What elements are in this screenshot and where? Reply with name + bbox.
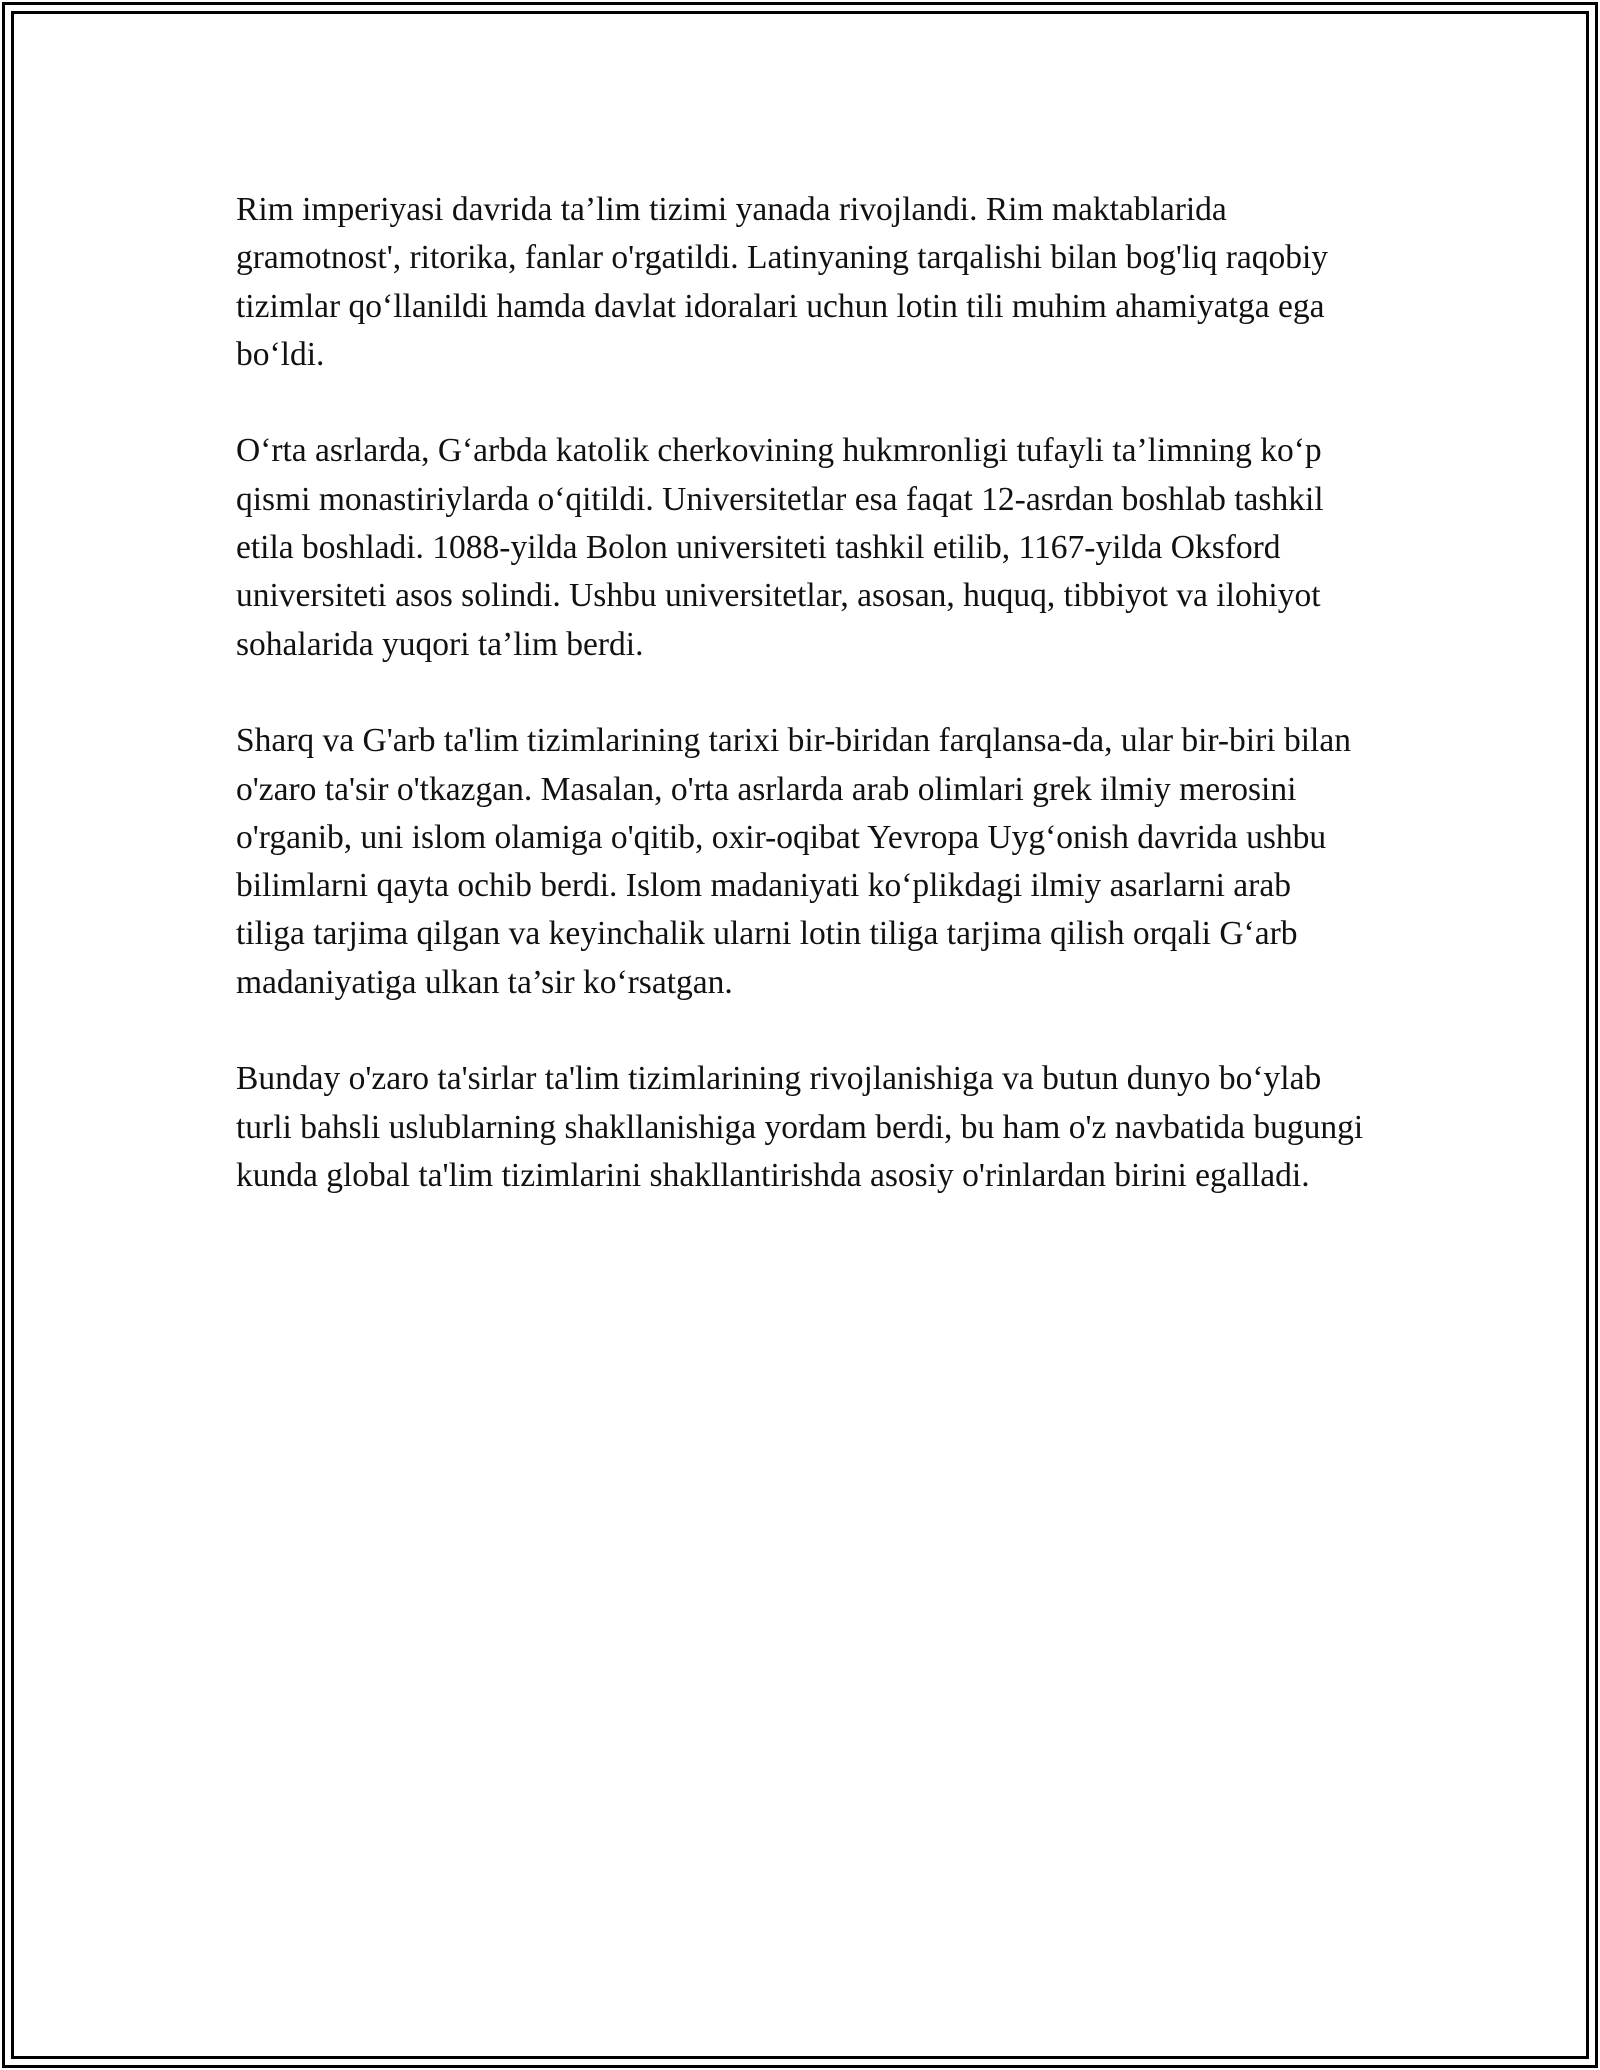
paragraph-middle-ages-universities: O‘rta asrlarda, G‘arbda katolik cherkovining hukmronligi tufayli ta’limning ko‘p qismi monastiriylarda o‘qitildi. Universitetlar esa faqat 12-asrdan boshlab tashkil etila boshladi. 1088-yilda Bolon universiteti tashkil etilib, 1167-yilda Oksford universiteti asos solindi. Ushbu universitetlar, asosan, huquq, tibbiyot va ilohiyot sohalarida yuqori ta’lim berdi. [236,432,1324,663]
document-body [236,186,1366,1249]
paragraph-rome-education: Rim imperiyasi davrida ta’lim tizimi yanada rivojlandi. Rim maktablarida gramotnost', ritorika, fanlar o'rgatildi. Latinyaning tarqalishi bilan bog'liq raqobiy tizimlar qo‘llanildi hamda davlat idoralari uchun lotin tili muhim ahamiyatga ega bo‘ldi. [236,191,1329,373]
paragraph-global-influence: Bunday o'zaro ta'sirlar ta'lim tizimlarining rivojlanishiga va butun dunyo bo‘ylab turli bahsli uslublarning shakllanishiga yordam berdi, bu ham o'z navbatida bugungi kunda global ta'lim tizimlarini shakllantirishda asosiy o'rinlardan birini egalladi. [236,1060,1364,1194]
paragraph-east-west-interaction: Sharq va G'arb ta'lim tizimlarining tarixi bir-biridan farqlansa-da, ular bir-biri bilan o'zaro ta'sir o'tkazgan. Masalan, o'rta asrlarda arab olimlari grek ilmiy merosini o'rganib, uni islom olamiga o'qitib, oxir-oqibat Yevropa Uyg‘onish davrida ushbu bilimlarni qayta ochib berdi. Islom madaniyati ko‘plikdagi ilmiy asarlarni arab tiliga tarjima qilgan va keyinchalik ularni lotin tiliga tarjima qilish orqali G‘arb madaniyatiga ulkan ta’sir ko‘rsatgan. [236,722,1351,1001]
